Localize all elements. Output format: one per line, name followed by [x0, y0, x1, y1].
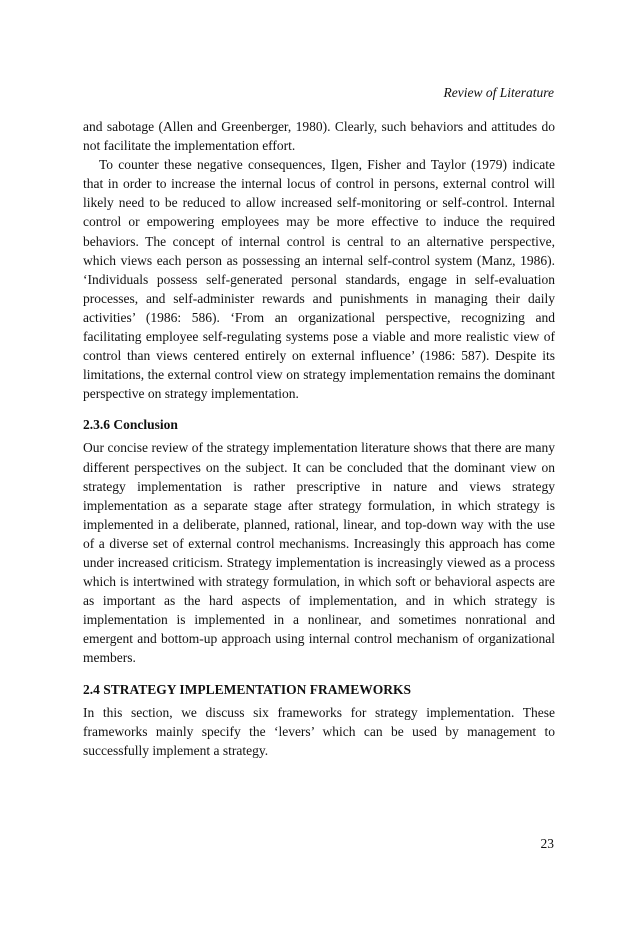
- page-body: [83, 117, 555, 760]
- running-header: Review of Literature: [443, 85, 554, 100]
- section-heading-conclusion: 2.3.6 Conclusion: [83, 417, 178, 433]
- paragraph-internal-control: To counter these negative consequences, Ilgen, Fisher and Taylor (1979) indicate that in order to increase the internal locus of control in persons, external control will likely need to be reduced to allow increased self-monitoring or self-control. Internal control or empowering employees may be more effective to induce the required behaviors. The concept of internal control is central to an alternative perspective, which views each person as possessing an internal self-control system (Manz, 1986). ‘Individuals possess self-generated personal standards, engage in self-evaluation processes, and self-administer rewards and punishments in managing their daily activities’ (1986: 586). ‘From an organizational perspective, recognizing and facilitating employee self-regulating systems pose a viable and more realistic view of control than views centered entirely on external influence’ (1986: 587). Despite its limitations, the external control view on strategy implementation remains the dominant perspective on strategy implementation.: [83, 157, 555, 402]
- paragraph-frameworks: In this section, we discuss six frameworks for strategy implementation. These frameworks mainly specify the ‘levers’ which can be used by management to successfully implement a strategy.: [83, 704, 555, 758]
- section-heading-frameworks: 2.4 STRATEGY IMPLEMENTATION FRAMEWORKS: [83, 681, 412, 697]
- page-number: 23: [540, 836, 554, 851]
- paragraph-sabotage: and sabotage (Allen and Greenberger, 1980). Clearly, such behaviors and attitudes do not facilitate the implementation effort.: [83, 119, 555, 154]
- paragraph-conclusion: Our concise review of the strategy implementation literature shows that there are many different perspectives on the subject. It can be concluded that the dominant view on strategy implementation is rather prescriptive in nature and views strategy implementation as a separate stage after strategy formulation, in which strategy is implemented in a deliberate, planned, rational, linear, and top-down way with the use of a diverse set of external control mechanisms. Increasingly this approach has come under increased criticism. Strategy implementation is increasingly viewed as a process which is intertwined with strategy formulation, in which soft or behavioral aspects are as important as the hard aspects of implementation, and in which strategy is implementation is implemented in a nonlinear, and sometimes nonrational and emergent and bottom-up approach using internal control mechanism of organizational members.: [83, 440, 555, 666]
